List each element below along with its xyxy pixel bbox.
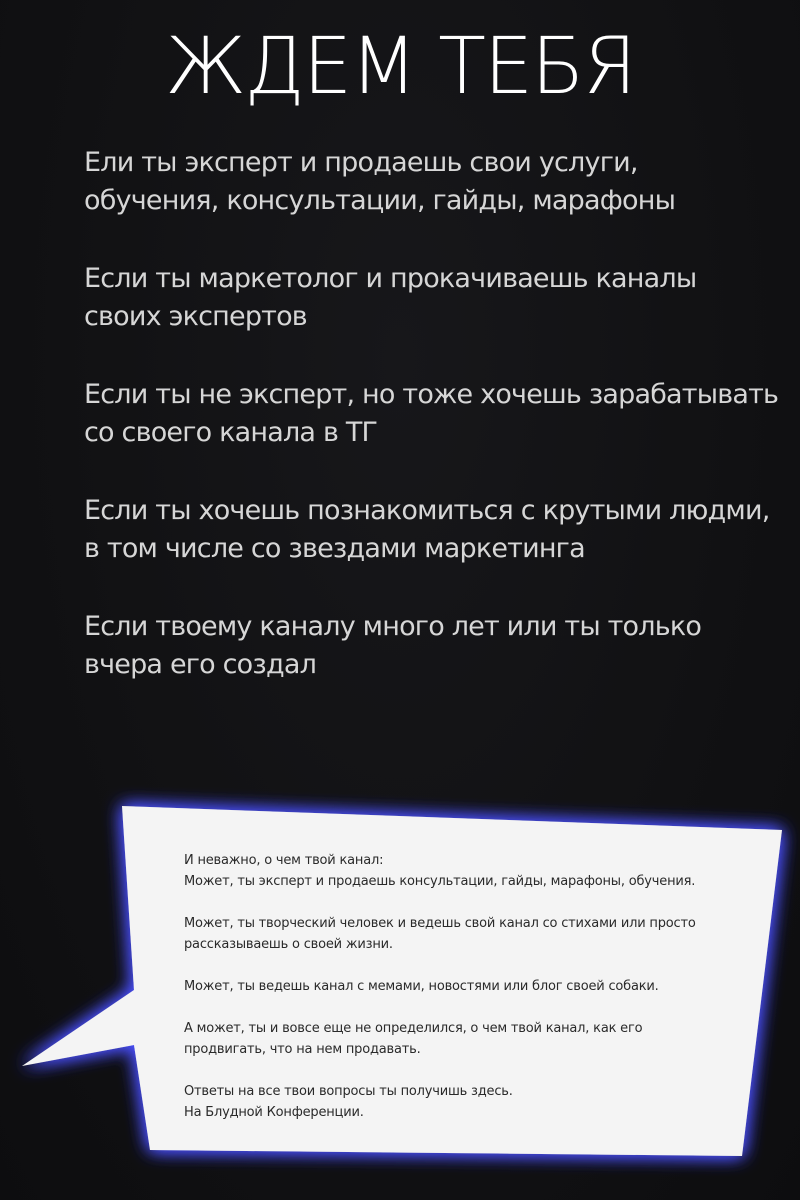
audience-item-expert: Ели ты эксперт и продаешь свои услуги, обучения, консультации, гайды, марафоны — [84, 147, 676, 216]
speech-bubble-text — [184, 850, 744, 1144]
page-title: ЖДЕМ ТЕБЯ — [165, 22, 635, 112]
audience-item-networking: Если ты хочешь познакомиться с крутыми людми, в том числе со звездами маркетинга — [84, 495, 770, 564]
audience-item-marketer: Если ты маркетолог и прокачиваешь каналы своих экспертов — [84, 263, 697, 332]
bubble-paragraph-topic: И неважно, о чем твой канал: Может, ты эксперт и продаешь консультации, гайды, марафоны, обучения. — [184, 853, 696, 889]
bubble-paragraph-undecided: А может, ты и вовсе еще не определился, о чем твой канал, как его продвигать, что на нем продавать. — [184, 1021, 643, 1057]
audience-list — [84, 144, 784, 724]
speech-bubble — [0, 790, 800, 1190]
bubble-paragraph-memes: Может, ты ведешь канал с мемами, новостями или блог своей собаки. — [184, 979, 659, 994]
audience-item-channel-age: Если твоему каналу много лет или ты только вчера его создал — [84, 611, 702, 680]
bubble-paragraph-creative: Может, ты творческий человек и ведешь свой канал со стихами или просто рассказываешь о своей жизни. — [184, 916, 696, 952]
bubble-paragraph-answers: Ответы на все твои вопросы ты получишь здесь. На Блудной Конференции. — [184, 1084, 513, 1120]
audience-item-non-expert: Если ты не эксперт, но тоже хочешь зарабатывать со своего канала в ТГ — [84, 379, 779, 448]
